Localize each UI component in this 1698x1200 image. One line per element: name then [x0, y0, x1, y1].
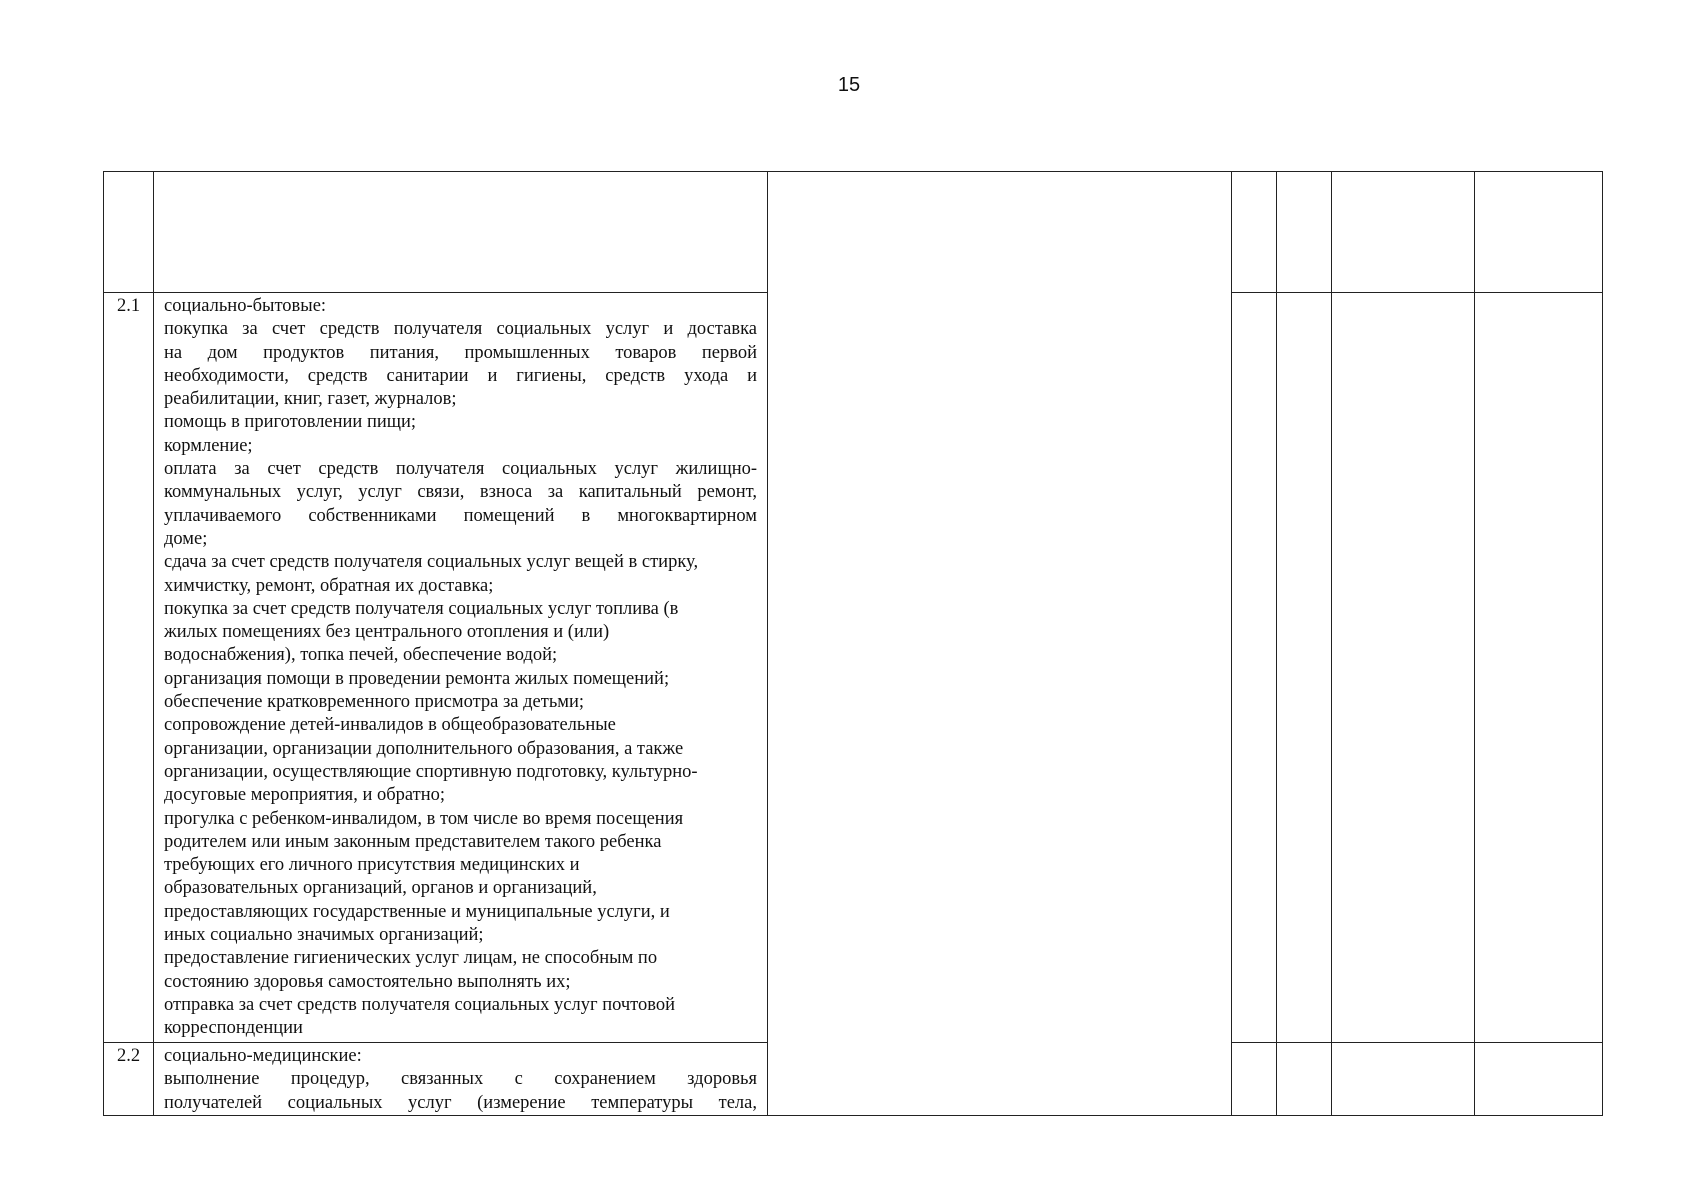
- content-line: коммунальных услуг, услуг связи, взноса за капитальный ремонт,: [164, 482, 757, 503]
- content-line: иных социально значимых организаций;: [164, 925, 484, 946]
- table-cell: [1332, 293, 1475, 1043]
- table-cell: [1232, 293, 1277, 1043]
- content-line: досуговые мероприятия, и обратно;: [164, 785, 445, 806]
- content-line: организация помощи в проведении ремонта жилых помещений;: [164, 668, 670, 689]
- table-cell: [1332, 172, 1475, 293]
- row-number: 2.1: [104, 293, 154, 1043]
- table-cell: [154, 172, 768, 293]
- content-line: на дом продуктов питания, промышленных товаров первой: [164, 342, 757, 363]
- table-cell: [1475, 172, 1603, 293]
- table-cell: [1332, 1043, 1475, 1116]
- content-line: водоснабжения), топка печей, обеспечение водой;: [164, 645, 558, 666]
- content-line: необходимости, средств санитарии и гигиены, средств ухода и: [164, 365, 757, 386]
- table-cell: [1232, 1043, 1277, 1116]
- content-line: требующих его личного присутствия медицинских и: [164, 855, 580, 876]
- table-row-continuation: [104, 172, 1603, 293]
- content-line: родителем или иным законным представителем такого ребенка: [164, 831, 662, 852]
- merged-empty-cell: [768, 172, 1232, 1116]
- table-cell: [1475, 1043, 1603, 1116]
- table-cell: [1277, 293, 1332, 1043]
- content-line: предоставляющих государственные и муниципальные услуги, и: [164, 901, 670, 922]
- content-line: корреспонденции: [164, 1018, 303, 1039]
- content-line: реабилитации, книг, газет, журналов;: [164, 389, 457, 410]
- services-table: [103, 171, 1603, 1116]
- page-number: 15: [837, 74, 861, 96]
- content-line: отправка за счет средств получателя социальных услуг почтовой: [164, 994, 676, 1015]
- content-line: оплата за счет средств получателя социальных услуг жилищно-: [164, 459, 757, 480]
- content-line: покупка за счет средств получателя социальных услуг и доставка: [164, 319, 757, 340]
- content-line: организации, организации дополнительного образования, а также: [164, 738, 684, 759]
- row-content: [154, 1043, 768, 1116]
- content-line: помощь в приготовлении пищи;: [164, 412, 417, 433]
- content-line: покупка за счет средств получателя социальных услуг топлива (в: [164, 598, 679, 619]
- table-cell: [1277, 1043, 1332, 1116]
- content-line: состоянию здоровья самостоятельно выполнять их;: [164, 971, 571, 992]
- content-line: выполнение процедур, связанных с сохранением здоровья: [164, 1069, 757, 1090]
- content-line: обеспечение кратковременного присмотра за детьми;: [164, 692, 585, 713]
- content-line: жилых помещениях без центрального отопления и (или): [164, 622, 610, 643]
- content-line: социально-бытовые:: [164, 296, 327, 316]
- table-cell: [1232, 172, 1277, 293]
- table-cell: [1475, 293, 1603, 1043]
- content-line: сдача за счет средств получателя социальных услуг вещей в стирку,: [164, 552, 699, 573]
- table-cell: [1277, 172, 1332, 293]
- table-cell: [104, 172, 154, 293]
- content-line: уплачиваемого собственниками помещений в многоквартирном: [164, 505, 757, 526]
- row-number: 2.2: [104, 1043, 154, 1116]
- content-line: предоставление гигиенических услуг лицам, не способным по: [164, 948, 658, 969]
- content-line: сопровождение детей-инвалидов в общеобразовательные: [164, 715, 616, 736]
- content-line: образовательных организаций, органов и организаций,: [164, 878, 597, 899]
- content-line: доме;: [164, 528, 208, 549]
- row-content: [154, 293, 768, 1043]
- content-line: социально-медицинские:: [164, 1046, 362, 1067]
- content-line: кормление;: [164, 435, 253, 456]
- content-line: организации, осуществляющие спортивную подготовку, культурно-: [164, 761, 698, 782]
- content-line: получателей социальных услуг (измерение температуры тела,: [164, 1092, 757, 1113]
- content-line: химчистку, ремонт, обратная их доставка;: [164, 575, 494, 596]
- content-line: прогулка с ребенком-инвалидом, в том числе во время посещения: [164, 808, 684, 829]
